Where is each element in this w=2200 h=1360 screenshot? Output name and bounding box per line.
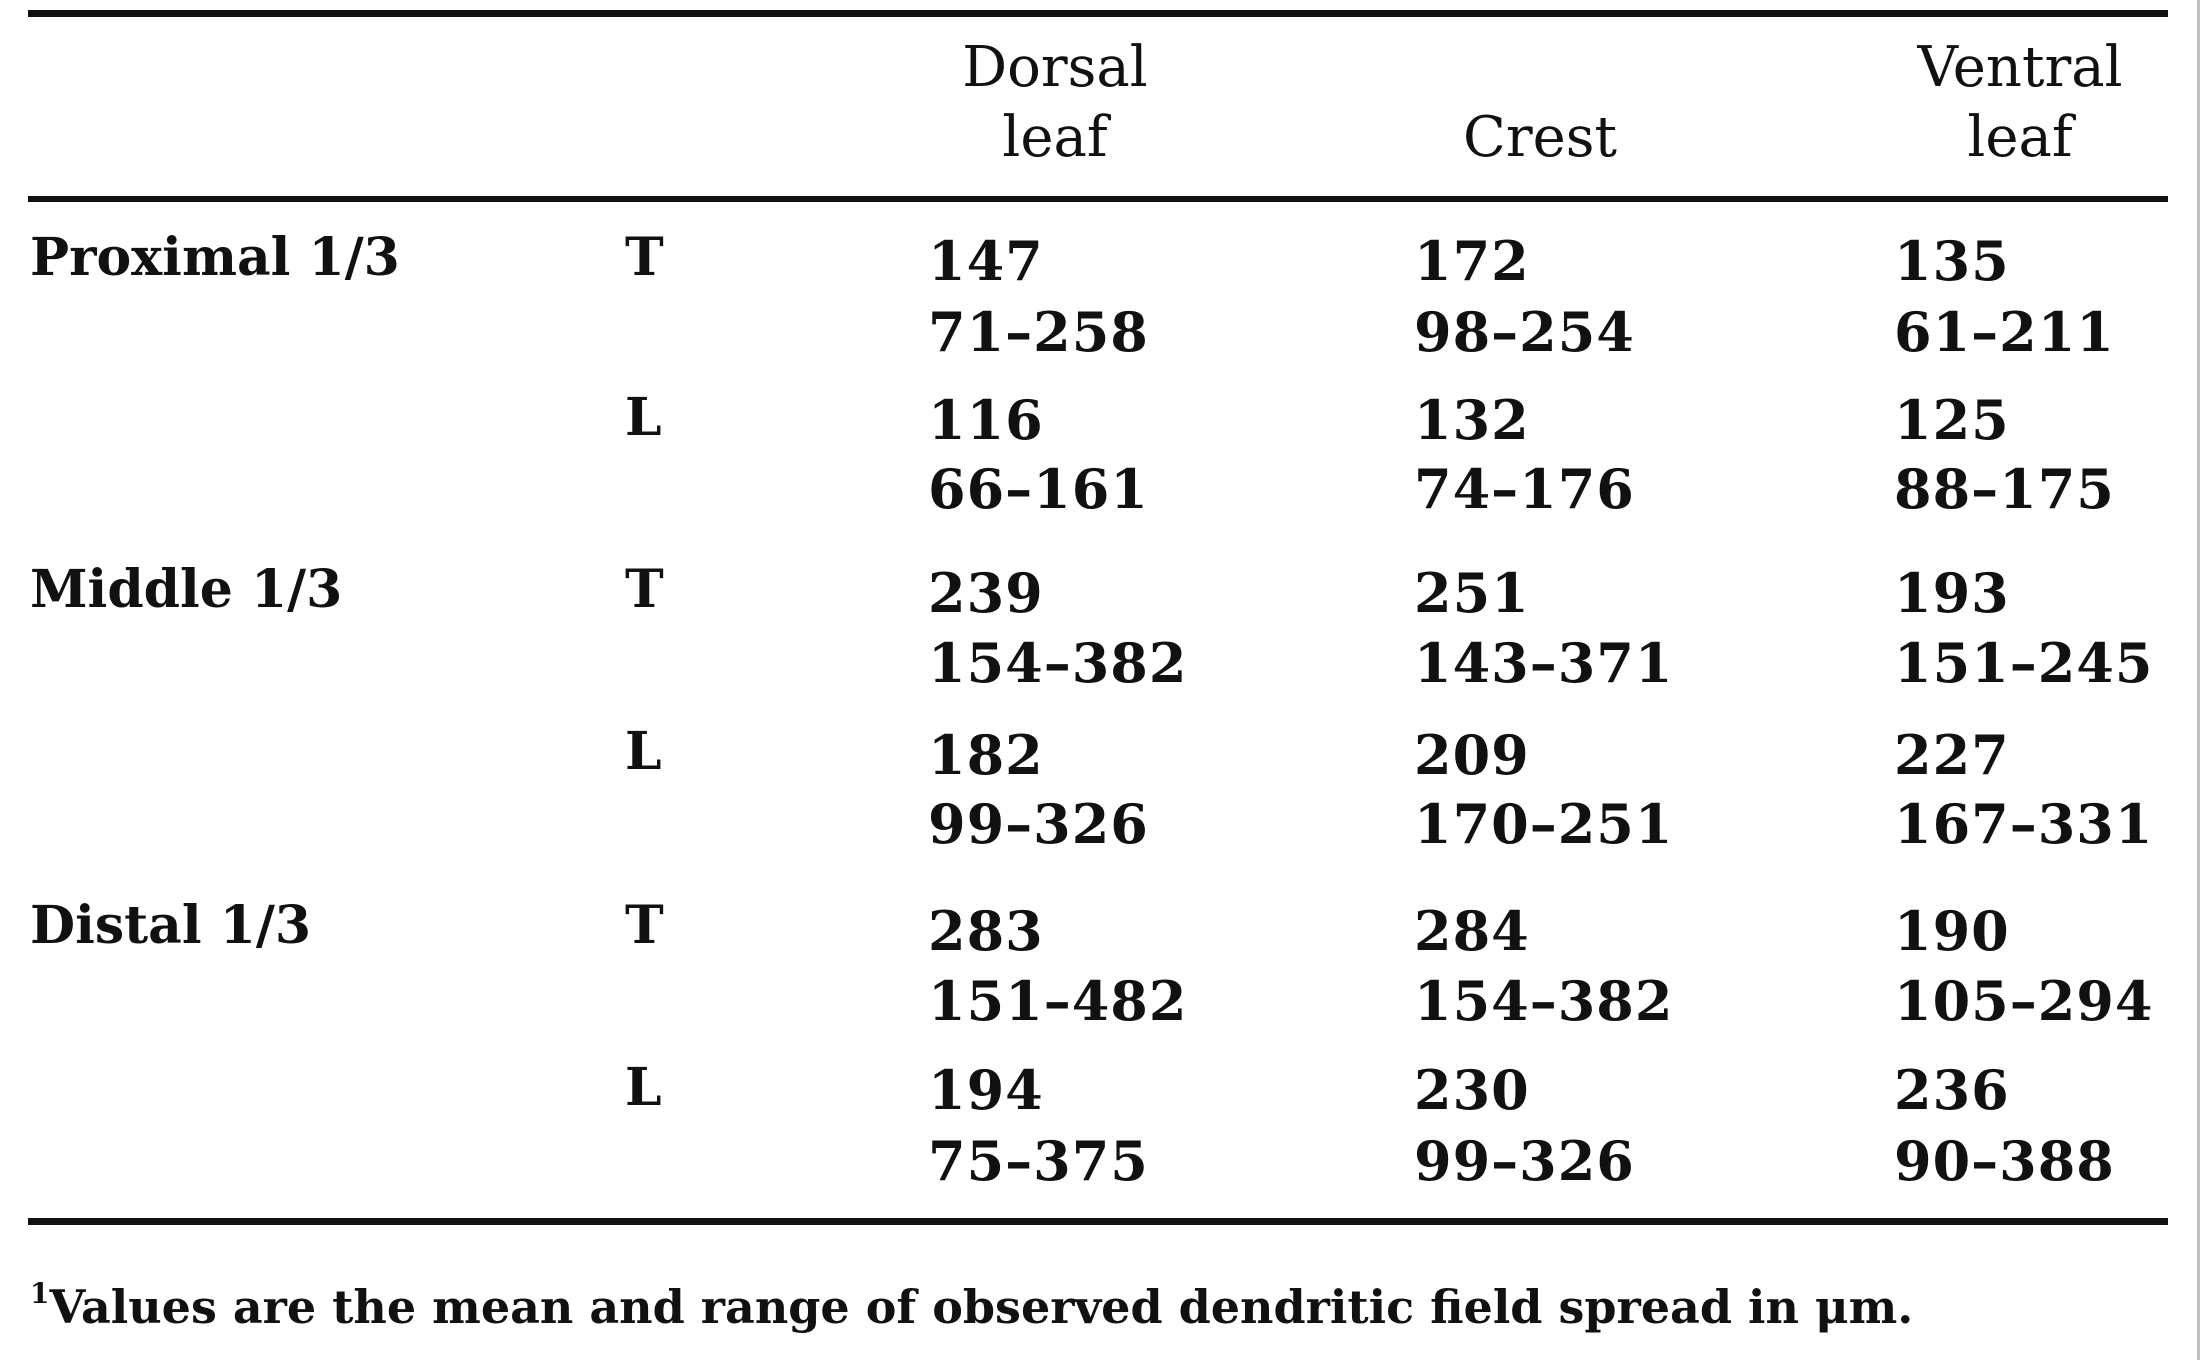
cell-range: 167–331	[1894, 792, 2154, 856]
region-label-distal: Distal 1/3	[30, 895, 312, 956]
cell-mean: 239	[928, 561, 1044, 625]
cell-mean: 230	[1414, 1058, 1530, 1122]
cell-mean: 251	[1414, 561, 1530, 625]
cell-range: 71–258	[928, 300, 1149, 364]
cell-mean: 125	[1894, 388, 2010, 452]
header-dorsal-leaf: Dorsal leaf	[962, 35, 1148, 170]
region-label-middle: Middle 1/3	[30, 559, 343, 620]
cell-range: 66–161	[928, 457, 1149, 521]
cell-mean: 172	[1414, 229, 1530, 293]
cell-range: 151–482	[928, 969, 1188, 1033]
orientation-label-l: L	[625, 387, 662, 448]
top-rule	[28, 10, 2168, 17]
cell-range: 105–294	[1894, 969, 2154, 1033]
cell-mean: 193	[1894, 561, 2010, 625]
cell-mean: 147	[928, 229, 1044, 293]
header-ventral-leaf: Ventral leaf	[1917, 35, 2123, 170]
cell-mean: 236	[1894, 1058, 2010, 1122]
cell-mean: 194	[928, 1058, 1044, 1122]
footnote-marker: 1	[30, 1277, 50, 1310]
orientation-label-t: T	[625, 895, 664, 956]
orientation-label-l: L	[625, 1057, 662, 1118]
cell-range: 98–254	[1414, 300, 1635, 364]
cell-range: 154–382	[1414, 969, 1674, 1033]
cell-range: 88–175	[1894, 457, 2115, 521]
cell-range: 61–211	[1894, 300, 2115, 364]
cell-mean: 116	[928, 388, 1044, 452]
cell-mean: 132	[1414, 388, 1530, 452]
cell-mean: 209	[1414, 723, 1530, 787]
footnote	[30, 1277, 1914, 1334]
header-crest: Crest	[1463, 105, 1617, 170]
cell-mean: 284	[1414, 899, 1530, 963]
cell-range: 143–371	[1414, 631, 1674, 695]
cell-mean: 190	[1894, 899, 2010, 963]
region-label-proximal: Proximal 1/3	[30, 227, 400, 288]
cell-range: 99–326	[928, 792, 1149, 856]
footnote-text: Values are the mean and range of observed dendritic field spread in μm.	[49, 1280, 1914, 1334]
cell-mean: 283	[928, 899, 1044, 963]
cell-range: 90–388	[1894, 1129, 2115, 1193]
header-rule	[28, 196, 2168, 202]
orientation-label-l: L	[625, 721, 662, 782]
cell-mean: 227	[1894, 723, 2010, 787]
cell-range: 99–326	[1414, 1129, 1635, 1193]
cell-range: 74–176	[1414, 457, 1635, 521]
cell-range: 151–245	[1894, 631, 2154, 695]
orientation-label-t: T	[625, 559, 664, 620]
cell-mean: 182	[928, 723, 1044, 787]
cell-range: 154–382	[928, 631, 1188, 695]
cell-range: 170–251	[1414, 792, 1674, 856]
cell-range: 75–375	[928, 1129, 1149, 1193]
cell-mean: 135	[1894, 229, 2010, 293]
orientation-label-t: T	[625, 227, 664, 288]
bottom-rule	[28, 1218, 2168, 1225]
